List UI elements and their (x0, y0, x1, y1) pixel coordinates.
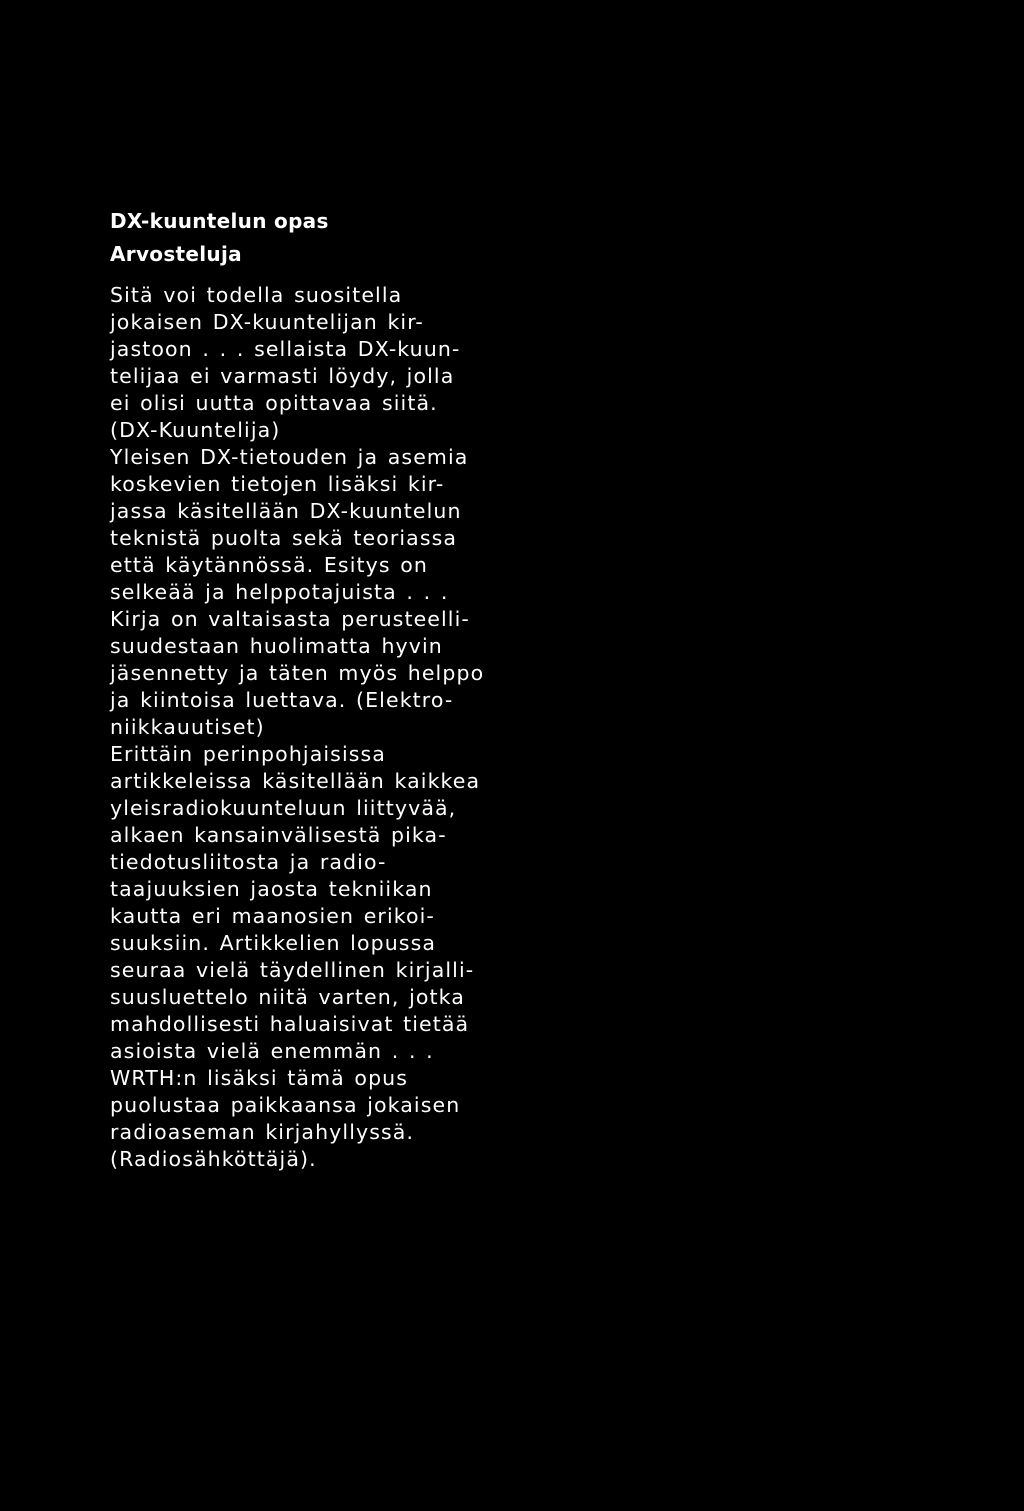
text-line: ei olisi uutta opittavaa siitä. (110, 391, 438, 415)
text-line: jäsennetty ja täten myös helppo (110, 661, 485, 685)
text-line: jokaisen DX-kuuntelijan kir- (110, 310, 424, 334)
text-line: telijaa ei varmasti löydy, jolla (110, 364, 455, 388)
text-line: niikkauutiset) (110, 715, 265, 739)
text-line: Yleisen DX-tietouden ja asemia (110, 445, 469, 469)
text-line: suudestaan huolimatta hyvin (110, 634, 443, 658)
text-line: asioista vielä enemmän . . . (110, 1039, 434, 1063)
review-text (110, 282, 490, 1173)
text-line: teknistä puolta sekä teoriassa (110, 526, 458, 550)
text-line: Erittäin perinpohjaisissa (110, 742, 386, 766)
text-line: tiedotusliitosta ja radio- (110, 850, 387, 874)
heading-block (110, 205, 510, 271)
text-line: taajuuksien jaosta tekniikan (110, 877, 433, 901)
text-line: mahdollisesti haluaisivat tietää (110, 1012, 470, 1036)
text-line: (DX-Kuuntelija) (110, 418, 281, 442)
text-line: (Radiosähköttäjä). (110, 1147, 317, 1171)
text-line: artikkeleissa käsitellään kaikkea (110, 769, 481, 793)
text-line: jastoon . . . sellaista DX-kuun- (110, 337, 461, 361)
text-line: Kirja on valtaisasta perusteelli- (110, 607, 470, 631)
text-line: että käytännössä. Esitys on (110, 553, 428, 577)
text-line: kautta eri maanosien erikoi- (110, 904, 435, 928)
text-line: yleisradiokuunteluun liittyvää, (110, 796, 457, 820)
text-line: alkaen kansainvälisestä pika- (110, 823, 447, 847)
text-line: selkeää ja helppotajuista . . . (110, 580, 449, 604)
text-line: jassa käsitellään DX-kuuntelun (110, 499, 462, 523)
text-line: radioaseman kirjahyllyssä. (110, 1120, 415, 1144)
text-line: ja kiintoisa luettava. (Elektro- (110, 688, 454, 712)
text-line: suuksiin. Artikkelien lopussa (110, 931, 437, 955)
text-line: suusluettelo niitä varten, jotka (110, 985, 465, 1009)
text-line: WRTH:n lisäksi tämä opus (110, 1066, 409, 1090)
text-line: Sitä voi todella suositella (110, 283, 403, 307)
text-line: koskevien tietojen lisäksi kir- (110, 472, 445, 496)
document-title: DX-kuuntelun opas (110, 209, 329, 233)
text-line: seuraa vielä täydellinen kirjalli- (110, 958, 475, 982)
document-subtitle: Arvosteluja (110, 242, 242, 266)
text-line: puolustaa paikkaansa jokaisen (110, 1093, 461, 1117)
